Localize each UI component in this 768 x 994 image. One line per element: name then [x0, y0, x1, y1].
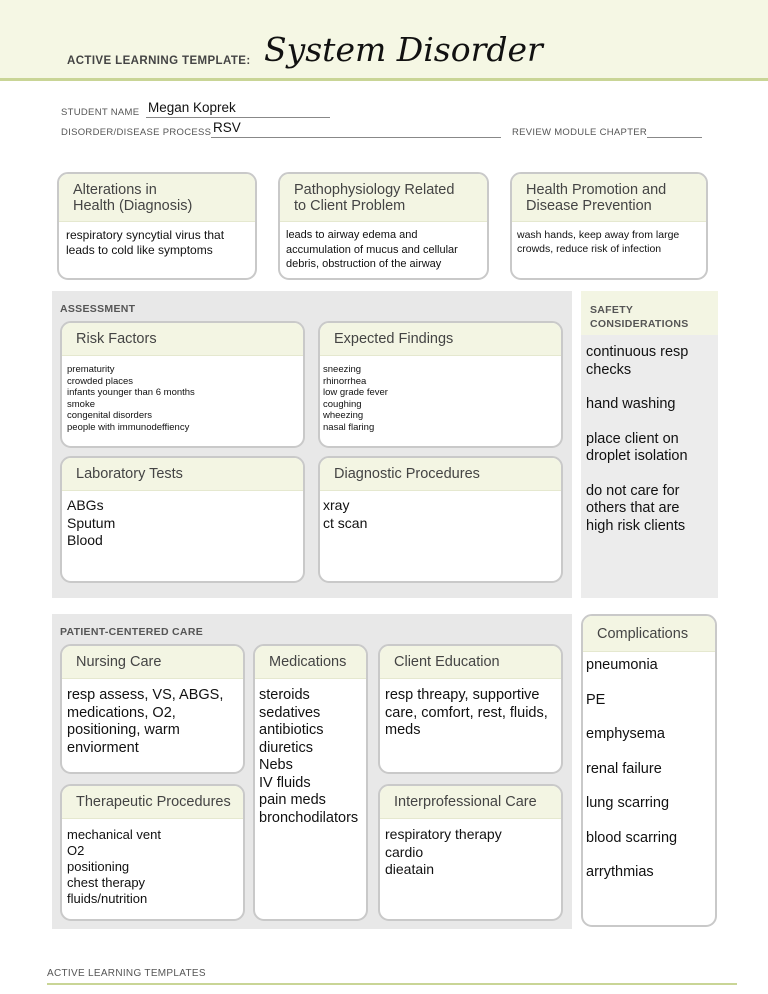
- interprofessional-care-card: [378, 784, 563, 921]
- disorder-value[interactable]: RSV: [213, 120, 241, 135]
- student-name-label: STUDENT NAME: [61, 107, 140, 118]
- medications-card: [253, 644, 368, 921]
- expected-findings-title: Expected Findings: [320, 323, 561, 356]
- pathophysiology-card: [278, 172, 489, 280]
- assessment-label: ASSESSMENT: [60, 303, 136, 315]
- nursing-care-body[interactable]: resp assess, VS, ABGS, medications, O2, positioning, warm enviorment: [67, 687, 224, 756]
- diagnostic-procedures-card: [318, 456, 563, 583]
- safety-item: place client on droplet isolation: [586, 430, 688, 464]
- client-education-card: [378, 644, 563, 774]
- safety-item: do not care for others that are high risk clients: [586, 482, 686, 534]
- medications-body[interactable]: steroids sedatives antibiotics diuretics Nebs IV fluids pain meds bronchodilators: [259, 687, 359, 826]
- safety-item: hand washing: [586, 396, 676, 412]
- client-education-title: Client Education: [380, 646, 561, 679]
- footer-text: ACTIVE LEARNING TEMPLATES: [47, 968, 206, 979]
- alterations-card-title: Alterations in Health (Diagnosis): [59, 174, 255, 222]
- complication-item: lung scarring: [586, 795, 670, 811]
- complication-item: pneumonia: [586, 657, 658, 673]
- complication-item: PE: [586, 691, 606, 708]
- health-promotion-card-title: Health Promotion and Disease Prevention: [512, 174, 706, 222]
- safety-list[interactable]: [586, 344, 714, 535]
- student-name-value[interactable]: Megan Koprek: [148, 100, 236, 115]
- complication-item: emphysema: [586, 726, 665, 742]
- complications-card: [581, 614, 717, 927]
- header-rule: [0, 78, 768, 81]
- review-chapter-label: REVIEW MODULE CHAPTER: [512, 127, 648, 138]
- therapeutic-procedures-title: Therapeutic Procedures: [62, 786, 243, 819]
- risk-factors-body[interactable]: prematurity crowded places infants younger than 6 months smoke congenital disorders people with immunodeffiency: [67, 364, 195, 433]
- interprofessional-care-body[interactable]: respiratory therapy cardio dieatain: [385, 826, 502, 877]
- health-promotion-card-body[interactable]: wash hands, keep away from large crowds, reduce risk of infection: [517, 229, 680, 255]
- medications-title: Medications: [255, 646, 366, 679]
- disorder-underline: [211, 137, 501, 138]
- client-education-body[interactable]: resp threapy, supportive care, comfort, rest, fluids, meds: [385, 687, 548, 738]
- complication-item: blood scarring: [586, 829, 678, 846]
- risk-factors-card: [60, 321, 305, 448]
- template-label: ACTIVE LEARNING TEMPLATE:: [67, 55, 251, 67]
- alterations-card-body[interactable]: respiratory syncytial virus that leads to cold like symptoms: [66, 228, 225, 257]
- student-name-underline: [146, 117, 330, 118]
- health-promotion-card: [510, 172, 708, 280]
- alterations-card: [57, 172, 257, 280]
- review-chapter-underline: [647, 137, 702, 138]
- complications-title: Complications: [583, 616, 715, 652]
- laboratory-tests-title: Laboratory Tests: [62, 458, 303, 491]
- interprofessional-care-title: Interprofessional Care: [380, 786, 561, 819]
- expected-findings-body[interactable]: sneezing rhinorrhea low grade fever coughing wheezing nasal flaring: [323, 364, 388, 433]
- therapeutic-procedures-card: [60, 784, 245, 921]
- expected-findings-card: [318, 321, 563, 448]
- complication-item: arrythmias: [586, 864, 654, 880]
- nursing-care-title: Nursing Care: [62, 646, 243, 679]
- risk-factors-title: Risk Factors: [62, 323, 303, 356]
- template-title: System Disorder: [264, 30, 543, 69]
- safety-label: SAFETY CONSIDERATIONS: [590, 304, 689, 330]
- therapeutic-procedures-body[interactable]: mechanical vent O2 positioning chest therapy fluids/nutrition: [67, 827, 161, 906]
- disorder-label: DISORDER/DISEASE PROCESS: [61, 127, 212, 138]
- patient-care-label: PATIENT-CENTERED CARE: [60, 626, 203, 638]
- diagnostic-procedures-title: Diagnostic Procedures: [320, 458, 561, 491]
- laboratory-tests-body[interactable]: ABGs Sputum Blood: [67, 497, 116, 548]
- laboratory-tests-card: [60, 456, 305, 583]
- complications-body[interactable]: [583, 652, 715, 882]
- nursing-care-card: [60, 644, 245, 774]
- complication-item: renal failure: [586, 760, 662, 777]
- footer-rule: [47, 983, 737, 985]
- safety-item: continuous resp checks: [586, 344, 689, 378]
- pathophysiology-card-body[interactable]: leads to airway edema and accumulation of mucus and cellular debris, obstruction of the airway: [286, 229, 458, 270]
- pathophysiology-card-title: Pathophysiology Related to Client Problem: [280, 174, 487, 222]
- diagnostic-procedures-body[interactable]: xray ct scan: [323, 497, 368, 531]
